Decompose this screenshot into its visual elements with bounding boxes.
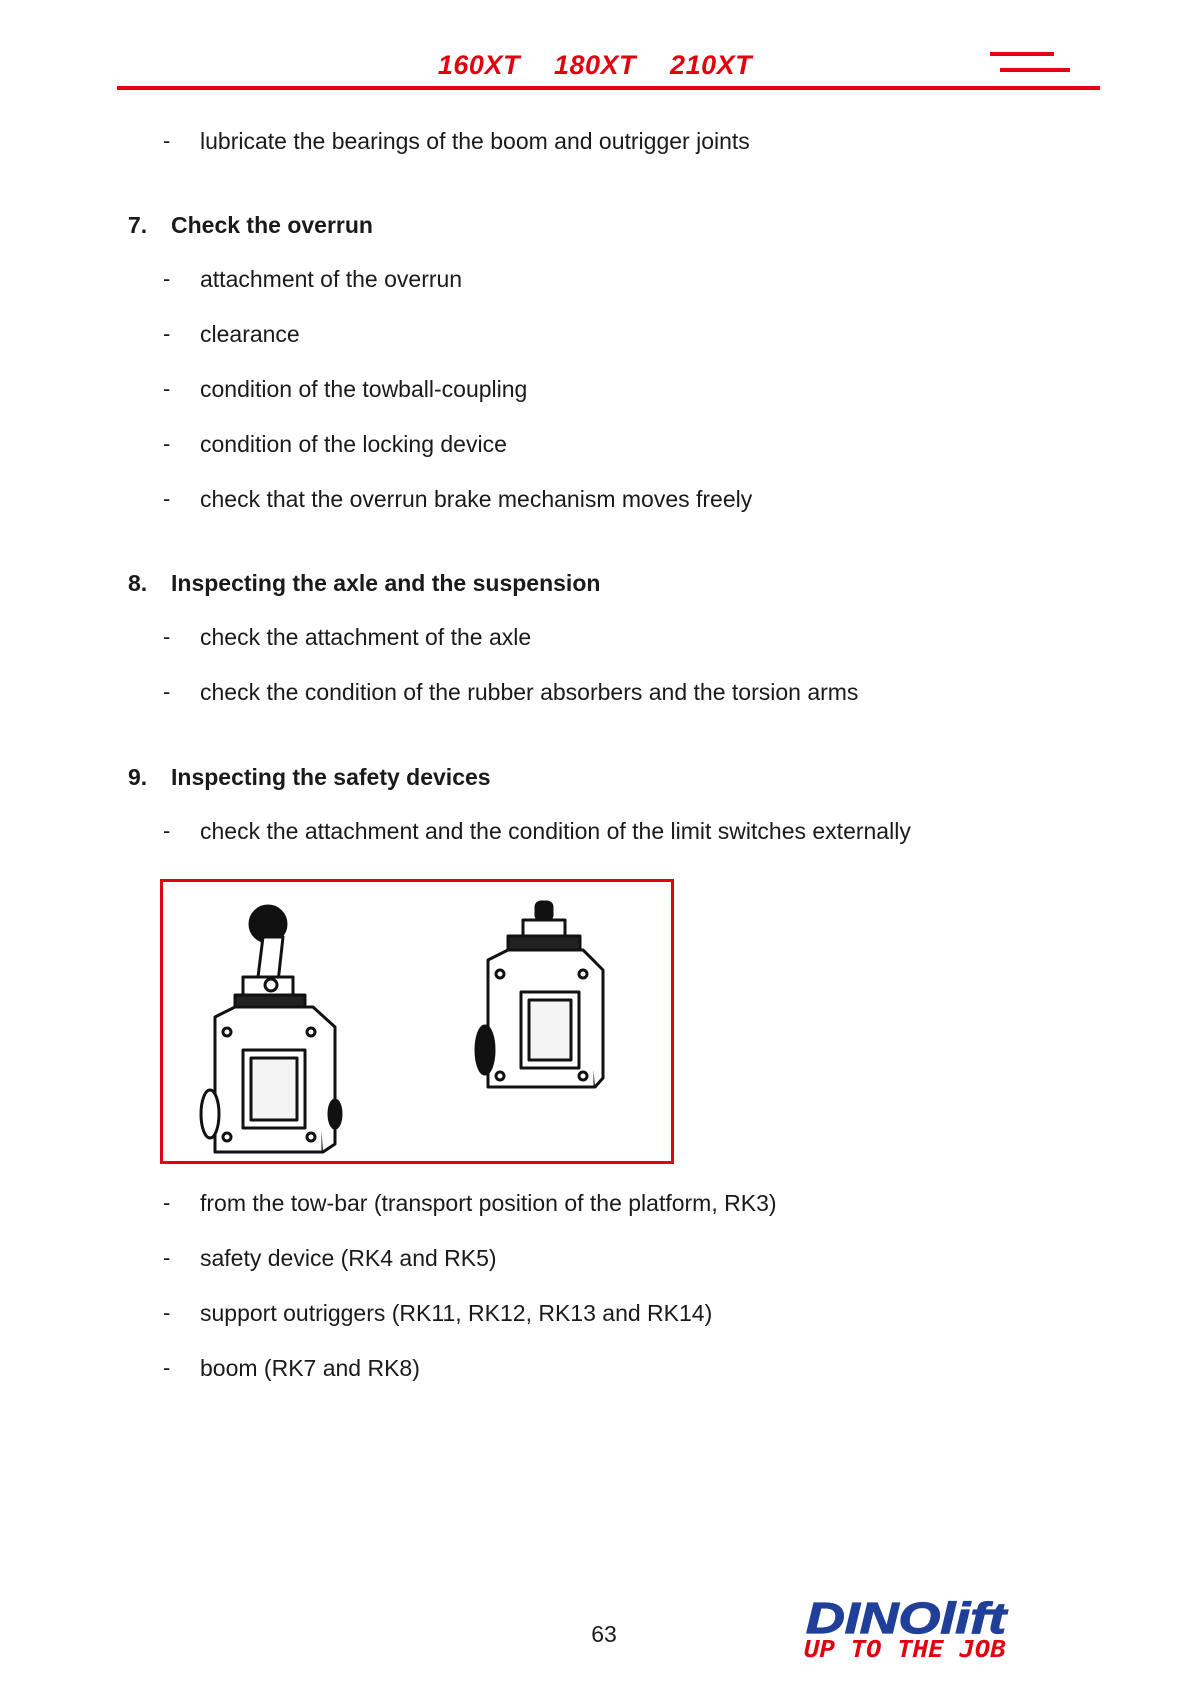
section-number: 9. xyxy=(128,764,148,790)
bullet-dash: - xyxy=(163,128,171,153)
bullet-dash: - xyxy=(163,1300,171,1325)
header-model: 210XT xyxy=(670,50,753,80)
bullet-dash: - xyxy=(163,1355,171,1380)
logo-brand: DINOlift xyxy=(806,1595,1009,1643)
bullet-text: condition of the towball-coupling xyxy=(200,376,528,402)
bullet-dash: - xyxy=(163,679,171,704)
page-number: 63 xyxy=(591,1621,617,1647)
section-number: 7. xyxy=(128,212,148,238)
bullet-dash: - xyxy=(163,818,171,843)
plunger-switch-icon xyxy=(476,902,603,1087)
bullet-dash: - xyxy=(163,624,171,649)
bullet-text: check the condition of the rubber absorbers and the torsion arms xyxy=(200,679,859,705)
section-heading: Inspecting the safety devices xyxy=(171,764,491,790)
dinolift-logo xyxy=(802,1595,1012,1661)
bullet-text: attachment of the overrun xyxy=(200,266,463,292)
bullet-text: condition of the locking device xyxy=(200,431,507,457)
bullet-dash: - xyxy=(163,431,171,456)
bullet-dash: - xyxy=(163,321,171,346)
roller-lever-switch-icon xyxy=(201,906,341,1152)
logo-tagline: UP TO THE JOB xyxy=(804,1637,1007,1661)
section-number: 8. xyxy=(128,570,148,596)
bullet-dash: - xyxy=(163,1245,171,1270)
bullet-text: from the tow-bar (transport position of the platform, RK3) xyxy=(200,1190,777,1216)
bullet-text: check the attachment and the condition of the limit switches externally xyxy=(200,818,911,844)
bullet-dash: - xyxy=(163,1190,171,1215)
section-heading: Check the overrun xyxy=(171,212,373,238)
bullet-text: check that the overrun brake mechanism moves freely xyxy=(200,486,753,512)
bullet-text: check the attachment of the axle xyxy=(200,624,532,650)
bullet-text: safety device (RK4 and RK5) xyxy=(200,1245,497,1271)
bullet-text: support outriggers (RK11, RK12, RK13 and RK14) xyxy=(200,1300,713,1326)
header-model: 180XT xyxy=(553,50,637,80)
section-heading: Inspecting the axle and the suspension xyxy=(171,570,601,596)
bullet-text: boom (RK7 and RK8) xyxy=(200,1355,420,1381)
header-rule xyxy=(117,86,1100,90)
bullet-dash: - xyxy=(163,376,171,401)
header-model: 160XT xyxy=(437,50,520,80)
bullet-text: clearance xyxy=(200,321,300,347)
bullet-text: lubricate the bearings of the boom and outrigger joints xyxy=(200,128,750,154)
limit-switch-figure xyxy=(160,879,674,1164)
limit-switch-illustration xyxy=(163,882,671,1161)
bullet-dash: - xyxy=(163,486,171,511)
header-lines-icon xyxy=(990,52,1100,78)
bullet-dash: - xyxy=(163,266,171,291)
